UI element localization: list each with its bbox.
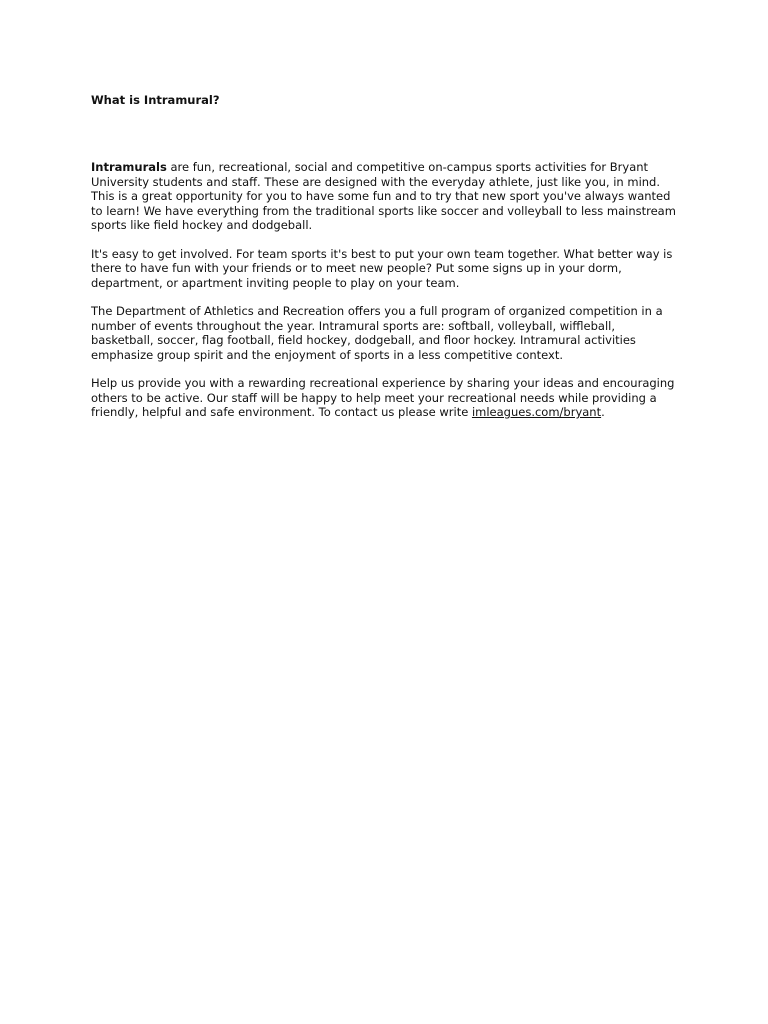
intro-lead-term: Intramurals	[91, 160, 167, 174]
paragraph-get-involved	[91, 247, 681, 291]
document-page	[91, 92, 681, 434]
get-involved-text: It's easy to get involved. For team sports it's best to put your own team together. What better way is there to have fun with your friends or to meet new people? Put some signs up in your dorm, department, or apartment inviting people to play on your team.	[91, 246, 673, 290]
program-text: The Department of Athletics and Recreation offers you a full program of organized competition in a number of events throughout the year. Intramural sports are: softball, volleyball, wiffleball, basketball, soccer, flag football, field hockey, dodgeball, and floor hockey. Intramural activities emphasize group spirit and the enjoyment of sports in a less competitive context.	[91, 304, 663, 362]
contact-text: Help us provide you with a rewarding recreational experience by sharing your ideas and encouraging others to be active. Our staff will be happy to help meet your recreational needs while providing a friendly, helpful and safe environment. To contact us please write	[91, 376, 675, 419]
paragraph-program	[91, 304, 681, 362]
contact-text-end: .	[601, 405, 605, 419]
paragraph-contact	[91, 376, 681, 420]
contact-link[interactable]: imleagues.com/bryant	[471, 405, 602, 419]
paragraph-intro	[91, 160, 681, 233]
intro-text: are fun, recreational, social and competitive on-campus sports activities for Bryant University students and staff. These are designed with the everyday athlete, just like you, in mind. This is a great opportunity for you to have some fun and to try that new sport you've always wanted to learn! We have everything from the traditional sports like soccer and volleyball to less mainstream sports like field hockey and dodgeball.	[91, 160, 676, 232]
page-heading: What is Intramural?	[91, 93, 220, 107]
